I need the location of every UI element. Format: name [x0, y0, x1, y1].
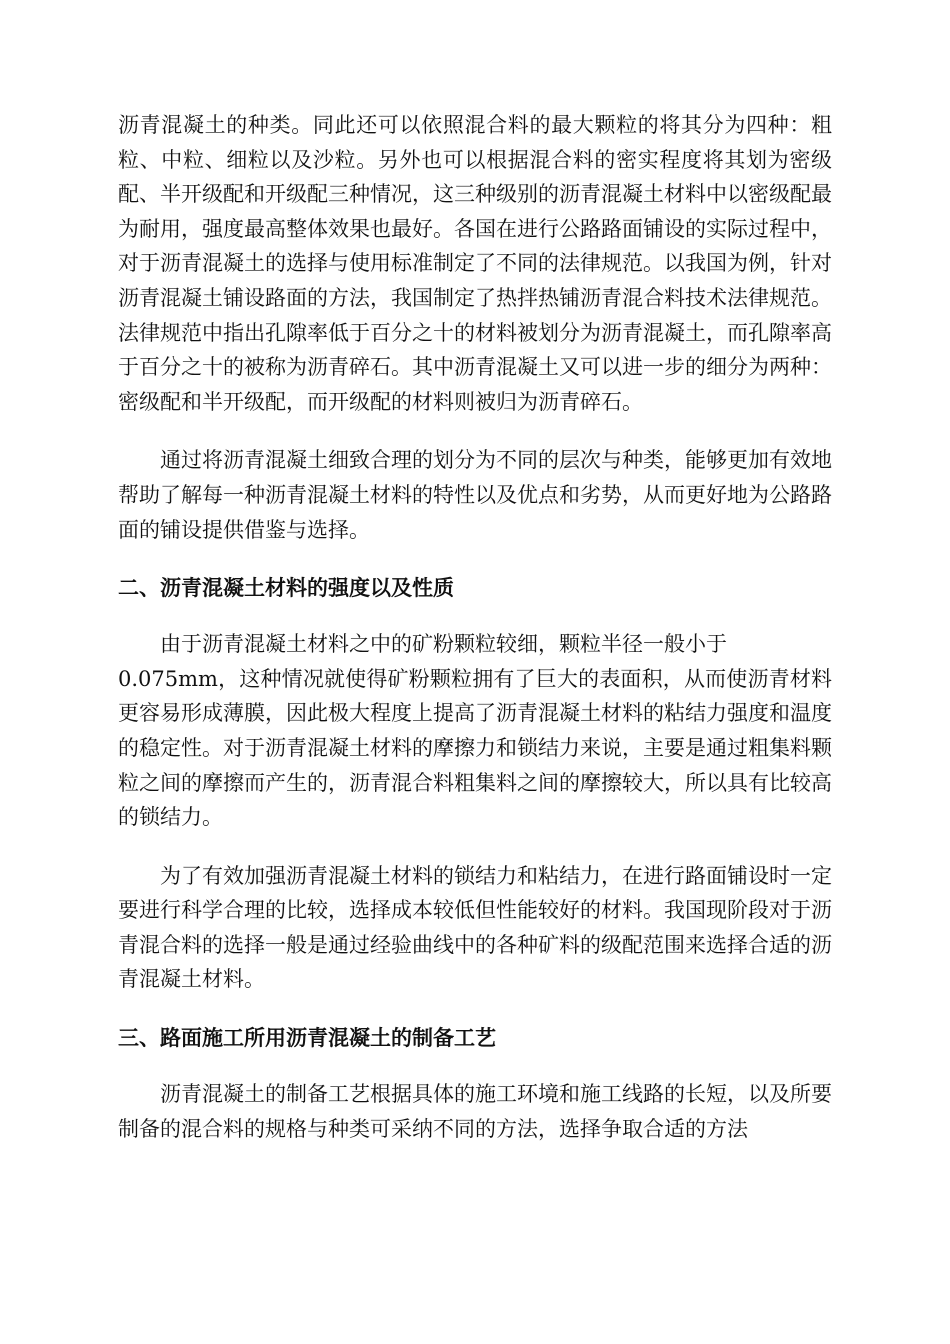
section-heading: 三、路面施工所用沥青混凝土的制备工艺	[118, 1026, 496, 1051]
body-paragraph: 沥青混凝土的制备工艺根据具体的施工环境和施工线路的长短，以及所要制备的混合料的规格与种类可采纳不同的方法，选择争取合适的方法	[118, 1082, 832, 1141]
section-heading: 二、沥青混凝土材料的强度以及性质	[118, 576, 454, 601]
paragraph-first-line: 由于沥青混凝土材料之中的矿粉颗粒较细，颗粒半径一般小于	[160, 632, 727, 657]
paragraph-continuation: 0.075mm，这种情况就使得矿粉颗粒拥有了巨大的表面积，从而使沥青材料更容易形成薄膜，因此极大程度上提高了沥青混凝土材料的粘结力强度和温度的稳定性。对于沥青混凝土材料的摩擦力和锁结力来说，主要是通过粗集料颗粒之间的摩擦而产生的，沥青混合料粗集料之间的摩擦较大，所以具有比较高的锁结力。	[118, 666, 832, 830]
body-paragraph: 为了有效加强沥青混凝土材料的锁结力和粘结力，在进行路面铺设时一定要进行科学合理的比较，选择成本较低但性能较好的材料。我国现阶段对于沥青混合料的选择一般是通过经验曲线中的各种矿料的级配范围来选择合适的沥青混凝土材料。	[118, 863, 832, 992]
body-paragraph	[118, 627, 832, 835]
body-paragraph: 沥青混凝土的种类。同此还可以依照混合料的最大颗粒的将其分为四种：粗粒、中粒、细粒以及沙粒。另外也可以根据混合料的密实程度将其划为密级配、半开级配和开级配三种情况，这三种级别的沥青混凝土材料中以密级配最为耐用，强度最高整体效果也最好。各国在进行公路路面铺设的实际过程中，对于沥青混凝土的选择与使用标准制定了不同的法律规范。以我国为例，针对沥青混凝土铺设路面的方法，我国制定了热拌热铺沥青混合料技术法律规范。法律规范中指出孔隙率低于百分之十的材料被划分为沥青混凝土，而孔隙率高于百分之十的被称为沥青碎石。其中沥青混凝土又可以进一步的细分为两种：密级配和半开级配，而开级配的材料则被归为沥青碎石。	[118, 113, 832, 414]
body-paragraph: 通过将沥青混凝土细致合理的划分为不同的层次与种类，能够更加有效地帮助了解每一种沥青混凝土材料的特性以及优点和劣势，从而更好地为公路路面的铺设提供借鉴与选择。	[118, 448, 832, 542]
